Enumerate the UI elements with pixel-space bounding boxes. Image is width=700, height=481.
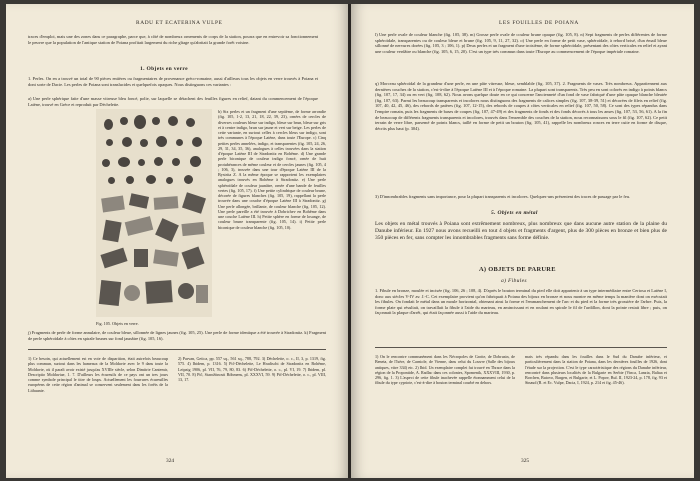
page-number-left: 324 <box>166 458 175 464</box>
footnotes-right-col2: mais très répandu dans les fouilles dans le Sud du Danube inférieur, et particulièrement dans la station de Poiana, dans les dernières fouilles de 1926, dont l'étude sur la projection. C'est le type caractéristique des régions du Danube inférieur, rencontré dans plusieurs localités de la Bulgarie en Serbie (Vinca, Lanzia, Baltaa et Borchen, Butovo, Bargen, et Bulgarie, et L. Popov, Bul. II, 1923-24, p. 178, fig. 93 et Sinaud (R. et Ec. Vulpe, Dacia, I, 1924, p. 214 et fig. 45-46). <box>525 354 667 386</box>
perles-paragraph: 1. Perles. On en a trouvé un total de 90 pièces entières ou fragmentaires de provenance gréco-romaine, aussi d'ailleurs tous les objets en verre trouvés à Poiana et dont sorte de Dacie. Les perles de Poiana sont translucides et quelquefois opaques. Nous distinguons ces variantes : <box>28 76 318 87</box>
perles-variants-bottom: j) Fragments de perle de forme annulaire, de couleur bleue, sillonnée de lignes jaunes (fig. 105, 25). Une perle de forme identique a été trouvée à Stradonitz. k) Fragment de perle sphéroïdale à côtes en spirale brunes sur fond jaunâtre (fig. 105, 16). <box>28 330 326 341</box>
subsection-parure: A) OBJETS DE PARURE <box>479 266 556 273</box>
page-number-right: 325 <box>521 458 530 464</box>
perles-paragraph-a: a) Une perle sphérique faite d'une masse vitreuse bleu foncé, polie, sur laquelle se détachent des feuilles figures en relief, datant du commencement de l'époque Latène, trouvé en Grèce et reproduit par Déchelette. <box>28 96 318 107</box>
footnote-rule-left <box>28 349 326 350</box>
fragments-paragraph: 3) D'innombrables fragments sans importance, pour la plupart transparents et incolores. Quelques-uns présentent des traces de passage par le feu. <box>375 194 631 199</box>
vases-paragraph: q) Morceau sphéroïdal de la grandeur d'une perle, en une pâte vitreuse, bleue, semblable (fig. 105, 37). 2. Fragments de vases. Très nombreux. Appartiennent aux dernières couches de la station, c'est-à-dire à l'époque Latène III et à l'époque romaine. La plupart sont transparents. Très peu en sont colorés en indigo à points blancs (fig. 107, 17, 34) ou en vert (fig. 108, 62). Nous avons quelque doute en ce qui concerne l'ancienneté d'un fond de vase fabriqué d'une pâte opaque blanche bleutée (fig. 107, 63). Parmi les beaucoup transparents et incolores nous distinguons des fragments de calices simples (fig. 107, 38-39, 51) et décorées de filets en relief (fig. 107, 40, 42, 45, 46), des rebords de patères (fig. 107, 12-15), des rebords de coupes à côtes verticales en relief (fig. 107, 50, 58). Ce sont des types répandus dans l'empire romain, puis les fragments de bases de coupes (fig. 107, 47-49) et des fragments de fonds et des fonds décorés à tous les anses (fig. 107, 53, 56, 61). A la fin de beaucoup de différents fragments transparents et incolores, trouvés dans l'ensemble des couches de la station, nous reconnaissons sous le fil (fig. 107, 62). Ce petit terrain de verre libre, parsemé de points blancs, taillé en forme de petit un bouton (fig. 105, 41), rappelle les nombreux ronces en terre cuite en forme de disque, décrits plus haut (p. 304). <box>375 81 667 131</box>
footnotes-left-col1: 1) Ce besoin, qui actuellement est en voie de disparition, était autrefois beaucoup plus commun, surtout dans les hameaux de la Moldavie avec le 9 dans toute la Moldavie, où il paraît avoir existé jusqu'au XVIIIe siècle, selon Dimitrie Cantemir, Descriptio Moldaviae, 1. 7. D'ailleurs les écureuils de ce pays ont un tres jours comme symbole principal le titre de loups. Actuellement les fourrures écureuilles européens de cette région d'animal se conservent seulement dans les forêts de la Lithuanie. <box>28 356 168 393</box>
running-head-left: RADU ET ECATERINA VULPE <box>136 20 223 26</box>
footnotes-left-col2: 2) Parvan, Getica, pp. 557 sq., 561 sq., 788, 792. 3) Déchelette, o. c., II, 3, p. 1319, fig. 575. 4) Ibidem, p. 1316. 5) Pič-Déchelette, Le Hradischt de Stradonitz en Bohême, Leipzig 1906, pl. VII, 76, 79, 80, 83. 6) Pič-Déchelette, o. c., pl. VI, 19. 7) Ibidem, pl. VII, 70. 8) Pič, Starožitnosti Böhmens, pl. XXXVI, 59. 9) Pič-Déchelette, o. c., pl. VIII, 13, 17. <box>178 356 326 383</box>
figure-caption: Fig. 105. Objets en verre. <box>96 321 139 326</box>
book-spread <box>6 4 694 478</box>
right-page <box>351 4 694 478</box>
footnote-rule-right <box>375 347 667 348</box>
perles-continued: l) Une perle ovale de couleur blanche (fig. 105, 38). m) Grosse perle ovale de couleur brune opaque (fig. 105, 8). n) Sept fragments de perles différentes de forme sphéroïdale, transparentes ou de couleur bleue et brune (fig. 105, 9, 11, 27, 32). o) Une perle en forme de petit vase, sphéroïdale, à rebord brisé, d'un émail bleue sillonné de nervures dorées (fig. 105, 3 ; 106, 1). p) Deux perles et un fragment d'une troisième, de forme sphéroïdale, présentant des côtes verticales en relief et ayant une couleur verdâtre ou blanche (fig. 105, 6, 15, 20). C'est un type très commun dans toute l'Europe au commencement de l'époque impériale romaine. <box>375 32 667 54</box>
section-title-verre: 1. Objets en verre <box>140 66 188 72</box>
metal-intro-paragraph: Les objets en métal trouvés à Poiana sont extrêmement nombreux, plus nombreux que dans aucune autre station de la plaine du Danube inférieur. En 1927 nous avons recueilli en tout 4 objets et fragments d'argent, plus de 300 pièces en bronze et bien plus de 350 pièces en fer, sans compter les innombrables fragments sans forme définie. <box>375 221 667 241</box>
footnotes-right-col1: 1) On le rencontre communément dans les Nécropoles de Grotte, de Dobrusin, de Beneia, de l'Isère, de Carniole, de Vienne, dans celui du Louvre (Salle des bijoux antiques, vitre 334) etc. 2) Ibid. Un exemplaire complet fut trouvé en Thrace dans la région de la Propontide, A. Radlac dans ces colonies, Spomenik, XXXVIII, 1930, p. 296, fig. 1. 3) L'aspect de cette fibule inachevée rappelle étonnamment celui de la fibule du type cypriote, c'est-à-dire à bouton terminal courbé en dehors. <box>375 354 515 386</box>
left-page <box>6 4 349 478</box>
figure-105-plate <box>96 109 212 317</box>
running-head-right: LES FOUILLES DE POIANA <box>499 20 579 26</box>
perles-variants-column: b) Six perles et un fragment d'une septième, de forme arrondie (fig. 105, 1-2, 13, 21, 18, 22, 39, 23), ornées de cercles de diverses couleurs bleue sur indigo, bleue sur brun, bleue sur gris et à centre indigo, brun sur jaune et vert sur beige. Les perles de cette variante, en surtout celles à cercles bleus sur indigo, sont très communes à l'époque Latène, dans toute l'Europe. c) Cinq petites perles annelées, indigo, et transparentes (fig. 105, 24, 26, 29, 31, 34, 35, 36), analogues à celles trouvées dans la station d'époque Latène III de Stradonitz en Bohême. d) Une grande perle biconique de couleur indigo foncé, ornée de huit protubérances de même couleur et de cercles jaunes (fig. 105, 4 ; 106, 3), trouvée dans une tour d'époque Latène III de la Bystrita Z. A la même époque se rapportent les exemplaires analogues trouvés en Bohême à Stradonitz. e) Une perle sphéroïdale de couleur jaunâtre, ornée d'une bande de feuilles vertes (fig. 105, 17). f) Une petite cylindrique de couleur brune, décorée de figures blanches (fig. 105, 19), rappellant la perle trouvée dans une couche d'époque Latène III à Stradonitz. g) Une perle allongée, brillante, de couleur blanche (fig. 105, 12). Une perle pareille a été trouvée à Dobrichev en Bohême dans une couche Latène III. h) Petite sphère en forme de losange, de couleur brune transparente (fig. 105, 14). i) Petite perle biconique de couleur blanche (fig. 105, 10). <box>218 109 326 230</box>
subsection-fibules: a) Fibules <box>501 278 527 284</box>
intro-paragraph: traces d'emploi, mais une des zones dans ce paragraphe, parce que, à côté de nombreux ornements de corps de la station, pourra que en entrevoir sa fonctionnement le peuvre que la population de l'antique station de Poiana profitait largement du riche gîtage qu'abritait la grande forêt voisine. <box>28 34 318 45</box>
fibule-paragraph: 1. Fibule en bronze, moulée et incisée (fig. 106, 26 ; 108, 4). D'après le bouton terminal du pied elle doit appartenir à un type intermédiaire entre Certosa et Latène I, donc aux siècles V-IV av. J.-C. Cet exemplaire provient qu'on fabriquait à Poiana des bijoux en bronze et nous montre en même temps la manière dont on exécutait les fibules. On fondait le métal dans un moule horizontal, obtenant ainsi la forme et l'emmanchement de l'arc et du pied et la forme très grossière de l'arbre. Puis, la forme plate qui résultait, on travaillait la fibule à l'aide du marteau, en amincissant et en roulant en spirale le fil de l'ardillon, dont la pointe restait libre ; puis, on façonnait la plaque d'arrêt, qui était façonnée aussi à l'aide du marteau. <box>375 288 667 316</box>
section-title-metal: 5. Objets en métal <box>491 210 538 216</box>
